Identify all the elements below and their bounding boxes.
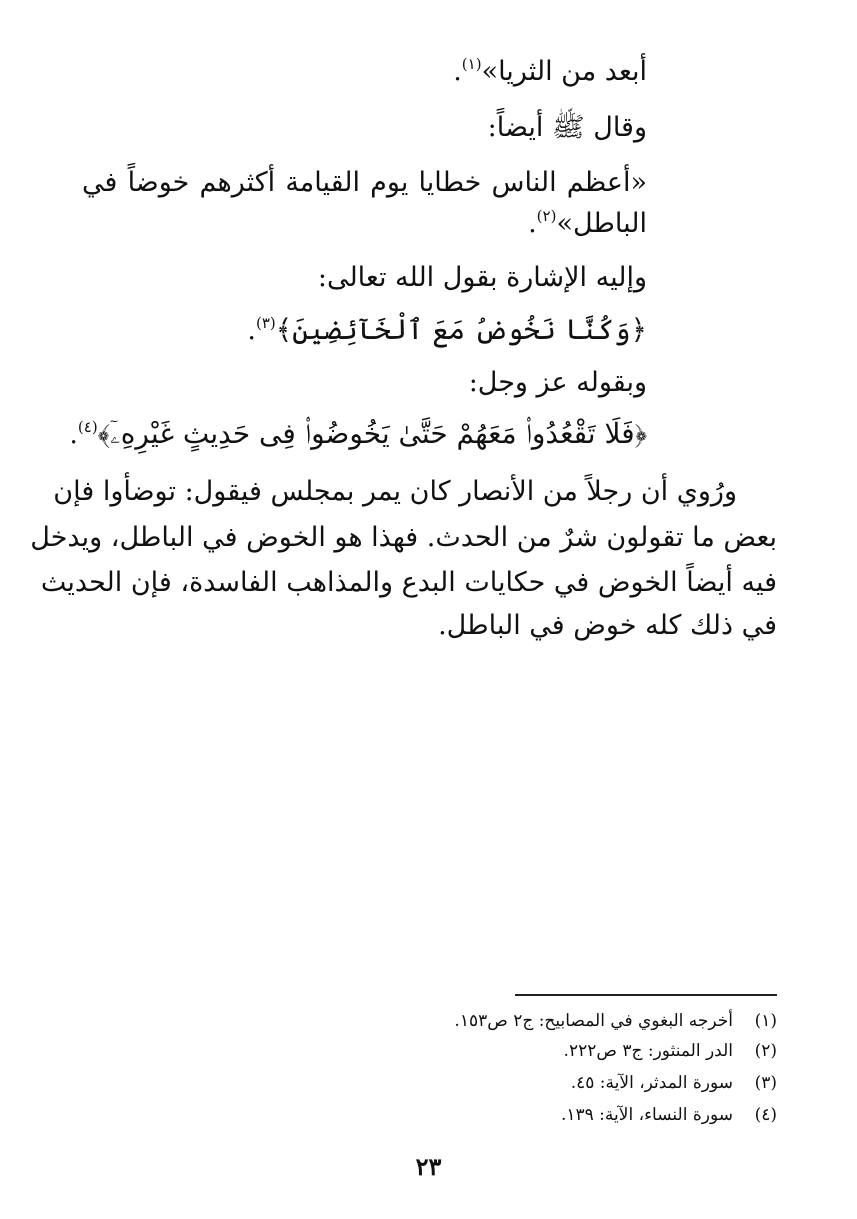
body-line-11: فيه أيضاً الخوض في حكايات البدع والمذاهب الفاسدة، فإن الحديث: [40, 567, 777, 598]
footnote-separator: [515, 994, 777, 996]
body-line-9: ورُوي أن رجلاً من الأنصار كان يمر بمجلس فيقول: توضأوا فإن: [53, 476, 737, 507]
page-number: ٢٣: [415, 1152, 442, 1181]
body-line-5: وإليه الإشارة بقول الله تعالى:: [317, 262, 647, 293]
footnote-4: [561, 1102, 777, 1128]
body-line-12: في ذلك كله خوض في الباطل.: [438, 610, 777, 641]
footnote-marker-4: (٤): [77, 418, 98, 436]
body-line-10: بعض ما تقولون شرٌ من الحدث. فهذا هو الخوض في الباطل، ويدخل: [30, 522, 777, 553]
footnote-3: [571, 1070, 777, 1096]
footnote-marker-1: (١): [461, 55, 482, 73]
footnote-text: سورة النساء، الآية: ١٣٩.: [560, 1105, 733, 1125]
body-line-3: «أعظم الناس خطايا يوم القيامة أكثرهم خوضاً في: [82, 167, 647, 198]
footnote-number: (٢): [754, 1041, 777, 1061]
footnote-number: (٤): [754, 1105, 777, 1125]
footnote-number: (٣): [754, 1073, 777, 1093]
footnote-1: [454, 1008, 777, 1034]
footnote-marker-2: (٢): [536, 207, 557, 225]
footnote-text: أخرجه البغوي في المصابيح: ج٢ ص١٥٣.: [454, 1011, 733, 1031]
footnote-marker-3: (٣): [255, 314, 276, 332]
footnote-text: سورة المدثر، الآية: ٤٥.: [570, 1073, 733, 1093]
body-line-1: أبعد من الثريا»$^{(١)}$.: [453, 55, 647, 87]
body-line-2: وقال ﷺ أيضاً:: [487, 112, 647, 143]
body-line-7: وبقوله عز وجل:: [468, 367, 647, 398]
footnote-number: (١): [754, 1011, 777, 1031]
footnote-text: الدر المنثور: ج٣ ص٢٢٢.: [563, 1041, 733, 1061]
body-line-4: الباطل»$^{(٢)}$.: [528, 207, 647, 239]
quran-verse-2: ﴿فَلَا تَقْعُدُوا۟ مَعَهُمْ حَتَّىٰ يَخُوضُوا۟ فِى حَدِيثٍ غَيْرِهِۦٓ﴾$^{(٤)}$.: [69, 417, 647, 450]
footnote-2: [564, 1038, 777, 1064]
quran-verse-1: ﴿وَكُنَّا نَخُوضُ مَعَ ٱلْخَآئِضِينَ﴾$^{(٣)}$.: [247, 313, 647, 346]
